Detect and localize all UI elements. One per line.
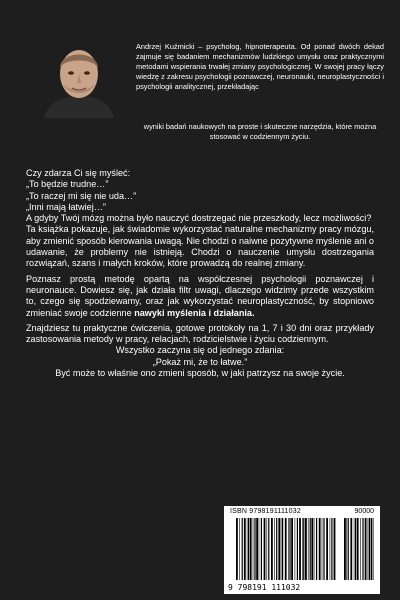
barcode-bar [250,518,252,580]
barcode-bar [264,518,266,580]
blurb-paragraph-bold: nawyki myślenia i działania. [134,307,255,318]
blurb-paragraph: Ta książka pokazuje, jak świadomie wykorzystać naturalne mechanizmy pracy mózgu, aby zmienić sposób kierowania uwagą. Nie chodzi o naiwne pozytywne myślenie ani o udawanie, że problemy nie istnieją. Chodzi o nauczenie umysłu dostrzegania rozwiązań, szans i małych kroków, które prowadzą do realnej zmiany. [26,224,374,269]
barcode-bar [254,518,255,580]
price-code: 90000 [354,508,374,515]
barcode-bar [310,518,311,580]
barcode-bar [274,518,275,580]
barcode-bar [244,518,246,580]
blurb-question-intro: Czy zdarza Ci się myśleć: [26,168,131,178]
barcode-bar [259,518,260,580]
barcode-bar [253,518,254,580]
barcode-bars [236,518,336,580]
isbn-label: ISBN 9798191111032 [230,508,301,515]
barcode-bar [319,518,321,580]
barcode-bar [348,518,349,580]
barcode-addon-bars [344,518,374,580]
barcode-bar [295,518,296,580]
barcode-bar [239,518,240,580]
barcode-bar [331,518,332,580]
barcode-bar [267,518,268,580]
barcode-bar [350,518,352,580]
barcode-bar [288,518,289,580]
barcode-bar [360,518,361,580]
barcode-bar [297,518,298,580]
barcode-bar [365,518,367,580]
barcode-bar [362,518,363,580]
barcode-bar [346,518,347,580]
blurb-quote: „To będzie trudne…” [26,179,109,190]
author-bio-closing: wyniki badań naukowych na proste i skuteczne narzędzia, które można stosować w codziennym życiu. [143,122,377,142]
barcode-bar [268,518,269,580]
barcode-bar [236,518,238,580]
barcode-bar [322,518,323,580]
barcode-digits: 9 798191 111032 [228,583,301,592]
author-bio: Andrzej Kuźmicki – psycholog, hipnoterapeuta. Od ponad dwóch dekad zajmuje się badaniem mechanizmów ludzkiego umysłu oraz praktycznymi metodami wspierania trwałej zmiany psychologicznej. W swojej pracy łączy wiedzę z zakresu psychologii poznawczej, neuronauki, neuroplastyczności i psychologii analitycznej, przekładając [136,42,384,92]
barcode-bar [281,518,282,580]
barcode-bar [369,518,370,580]
barcode-bar [344,518,346,580]
barcode-bar [303,518,304,580]
blurb-quote: „To raczej mi się nie uda…” [26,190,137,201]
barcode-bar [326,518,328,580]
barcode-bar [256,518,258,580]
barcode-bar [323,518,324,580]
barcode-bar [289,518,290,580]
author-portrait [40,38,118,118]
blurb-closing-line: Być może to właśnie ono zmieni sposób, w jaki patrzysz na swoje życie. [55,368,345,379]
blurb-closing-line: Wszystko zaczyna się od jednego zdania: [115,345,285,356]
isbn-barcode [224,506,380,594]
barcode-bar [334,518,336,580]
barcode-bar [374,518,375,580]
barcode-bar [299,518,301,580]
blurb-paragraph: Znajdziesz tu praktyczne ćwiczenia, gotowe protokoły na 1, 7 i 30 dni oraz przykłady zastosowania metody w pracy, relacjach, rodzicielstwie i życiu codziennym. [26,322,374,345]
barcode-bar [355,518,356,580]
barcode-bar [248,518,249,580]
barcode-bar [282,518,283,580]
barcode-bar [242,518,243,580]
barcode-bar [357,518,359,580]
barcode-bar [354,518,355,580]
barcode-bar [311,518,313,580]
barcode-bar [278,518,280,580]
blurb-paragraph-text: Poznasz prostą metodę opartą na współczesnej psychologii poznawczej i neuronauce. Dowiesz się, jak działa filtr uwagi, dlaczego widzimy przede wszystkim to, czego się spodziewamy, oraz jak wykorzystać neuroplastyczność, by stopniowo zmieniać swoje codzienne [26,273,374,318]
barcode-bar [261,518,262,580]
blurb-closing-quote: „Pokaż mi, że to łatwe.” [152,356,248,367]
barcode-bar [368,518,369,580]
barcode-bar [316,518,317,580]
barcode-bar [371,518,373,580]
blurb-paragraph [26,274,374,319]
barcode-bar [276,518,277,580]
barcode-bar [305,518,307,580]
barcode-bar [291,518,293,580]
barcode-bar [271,518,273,580]
barcode-bar [285,518,287,580]
blurb-quote: „Inni mają łatwiej…” [26,201,106,212]
barcode-bar [247,518,248,580]
book-blurb [26,168,374,379]
barcode-bar [302,518,303,580]
barcode-bar [330,518,331,580]
blurb-question: A gdyby Twój mózg można było nauczyć dostrzegać nie przeszkody, lecz możliwości? [26,213,372,224]
barcode-bar [308,518,309,580]
barcode-bar [314,518,315,580]
